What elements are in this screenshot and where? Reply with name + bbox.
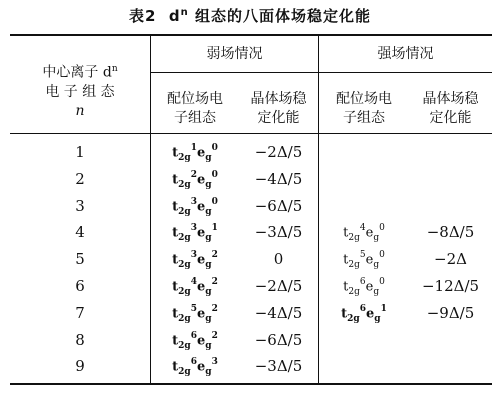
- weak-config-e-sub: g: [205, 152, 212, 163]
- strong-config-e: e: [365, 252, 374, 268]
- bottom-rule: [10, 383, 492, 385]
- weak-config-e: e: [197, 252, 206, 268]
- header-strong-config: [319, 90, 409, 128]
- row-n: 2: [75, 169, 85, 188]
- weak-config-e-count: 2: [211, 330, 218, 341]
- header-weak-cfse-line1: 晶体场稳: [250, 91, 307, 107]
- header-strong-cfse-line2: 定化能: [429, 110, 472, 126]
- header-weak-field: 弱场情况: [206, 46, 263, 62]
- row-n: 8: [75, 330, 85, 349]
- header-config-line1: 中心离子 d: [42, 64, 112, 81]
- strong-config-e-count: 1: [380, 303, 387, 314]
- header-config-line3: n: [75, 102, 85, 119]
- header-strong-config-line1: 配位场电: [336, 91, 392, 107]
- strong-config-e-sub: g: [374, 313, 381, 324]
- header-config: [12, 60, 148, 121]
- weak-config-e-count: 1: [211, 223, 218, 234]
- weak-config-e-sub: g: [205, 367, 212, 378]
- weak-config-e: e: [197, 225, 206, 241]
- weak-config-t-sub: 2g: [178, 206, 191, 217]
- strong-config-t-sub: 2g: [348, 260, 360, 271]
- weak-config-t-sub: 2g: [178, 260, 191, 271]
- weak-config: [151, 224, 239, 243]
- weak-config-t: t: [172, 145, 179, 161]
- divider-mid: [318, 36, 319, 383]
- weak-config: [151, 251, 239, 270]
- header-weak-config-line1: 配位场电: [167, 91, 223, 107]
- header-strong-field: 强场情况: [377, 46, 434, 62]
- weak-cfse: −4Δ/5: [254, 303, 303, 322]
- strong-config: [319, 224, 409, 243]
- header-weak-config: [151, 90, 239, 128]
- weak-config-e-sub: g: [205, 206, 212, 217]
- weak-config-t: t: [172, 252, 179, 268]
- row-n: 4: [75, 223, 85, 242]
- strong-cfse: −12Δ/5: [421, 277, 480, 295]
- weak-config-t-sub: 2g: [178, 152, 191, 163]
- strong-config-t-sub: 2g: [348, 233, 360, 244]
- weak-cfse: −3Δ/5: [254, 357, 303, 376]
- weak-config-e-count: 3: [211, 357, 218, 368]
- weak-config-t-sub: 2g: [178, 340, 191, 351]
- row-n: 7: [75, 303, 85, 322]
- weak-config-t: t: [172, 198, 179, 214]
- weak-config-e-sub: g: [205, 313, 212, 324]
- strong-cfse: −2Δ: [434, 250, 467, 269]
- header-weak-cfse-line2: 定化能: [257, 110, 300, 126]
- weak-config-t-sub: 2g: [178, 179, 191, 190]
- weak-config-e: e: [197, 198, 206, 214]
- weak-config-t-count: 3: [190, 223, 197, 234]
- weak-config-e: e: [197, 279, 206, 295]
- header-config-line2: 电 子 组 态: [45, 83, 115, 100]
- strong-config-e-sub: g: [373, 260, 380, 271]
- weak-config-t-count: 5: [190, 303, 197, 314]
- strong-config-t-count: 6: [359, 303, 366, 314]
- row-n: 1: [75, 143, 85, 161]
- weak-cfse: −2Δ/5: [254, 143, 303, 161]
- weak-config-e-sub: g: [205, 179, 212, 190]
- weak-config-t-sub: 2g: [178, 233, 191, 244]
- row-n: 5: [75, 250, 85, 269]
- weak-config-t-sub: 2g: [178, 367, 191, 378]
- strong-config-t: t: [343, 279, 349, 295]
- caption-text: 组态的八面体场稳定化能: [194, 7, 371, 25]
- weak-config: [151, 305, 239, 324]
- weak-config-e-count: 2: [211, 277, 218, 287]
- strong-config-e-count: 0: [379, 223, 385, 234]
- weak-config-t-count: 3: [190, 196, 197, 207]
- strong-cfse: −8Δ/5: [426, 223, 475, 242]
- strong-config-t-count: 5: [359, 250, 366, 261]
- weak-config-e: e: [197, 306, 206, 322]
- caption-label: 表2: [128, 7, 157, 25]
- weak-cfse: −6Δ/5: [254, 330, 303, 349]
- weak-cfse: −3Δ/5: [254, 223, 303, 242]
- header-strong-cfse: [409, 90, 492, 128]
- strong-config-e: e: [365, 225, 374, 241]
- strong-config-e-count: 0: [379, 250, 385, 261]
- header-strong-config-line2: 子组态: [343, 110, 385, 126]
- weak-config-t-count: 6: [190, 357, 197, 368]
- header-weak-cfse: [239, 90, 318, 128]
- top-rule: [10, 34, 492, 36]
- weak-config-e-count: 2: [211, 303, 218, 314]
- weak-config: [151, 171, 239, 190]
- strong-config-e: e: [365, 279, 374, 295]
- weak-config-t: t: [172, 306, 179, 322]
- weak-config-e: e: [197, 145, 206, 161]
- weak-cfse: −2Δ/5: [254, 277, 303, 295]
- strong-config-t: t: [341, 306, 348, 322]
- header-weak-config-line2: 子组态: [174, 110, 216, 126]
- strong-config-t: t: [343, 225, 349, 241]
- strong-config-t-sub: 2g: [347, 313, 360, 324]
- weak-cfse: −4Δ/5: [254, 169, 303, 188]
- weak-config-e-sub: g: [205, 340, 212, 351]
- caption-d: d: [168, 7, 181, 25]
- header-config-sup: n: [111, 64, 118, 74]
- strong-config: [319, 278, 409, 297]
- weak-cfse: 0: [273, 250, 284, 269]
- strong-config-e: e: [366, 306, 375, 322]
- weak-config-t: t: [172, 225, 179, 241]
- weak-config-t-count: 4: [190, 277, 197, 287]
- weak-config-e-count: 0: [211, 196, 218, 207]
- table-caption: [0, 5, 500, 26]
- weak-config-e-count: 0: [211, 143, 218, 153]
- weak-config-t-count: 2: [190, 169, 197, 180]
- strong-cfse: −9Δ/5: [426, 303, 475, 322]
- weak-config-t: t: [172, 359, 179, 375]
- weak-config-t-count: 3: [190, 250, 197, 261]
- weak-config: [151, 278, 239, 297]
- weak-config-t: t: [172, 172, 179, 188]
- row-n: 3: [75, 196, 85, 215]
- caption-sup: n: [180, 7, 189, 18]
- weak-config: [151, 358, 239, 377]
- weak-config-t-sub: 2g: [178, 286, 191, 297]
- weak-config-t: t: [172, 279, 179, 295]
- strong-config-t: t: [343, 252, 349, 268]
- weak-config-e: e: [197, 359, 206, 375]
- weak-config-t: t: [172, 332, 179, 348]
- weak-config-e-count: 2: [211, 250, 218, 261]
- strong-config-e-sub: g: [373, 286, 380, 297]
- row-n: 9: [75, 357, 85, 376]
- strong-config-t-sub: 2g: [348, 286, 360, 297]
- strong-config-e-sub: g: [373, 233, 380, 244]
- strong-config-t-count: 6: [359, 277, 366, 287]
- weak-config: [151, 198, 239, 217]
- header-rule: [10, 133, 492, 134]
- weak-config-t-count: 1: [190, 143, 197, 153]
- strong-config: [319, 251, 409, 270]
- row-n: 6: [75, 277, 85, 295]
- weak-config-e-sub: g: [205, 233, 212, 244]
- weak-config: [151, 144, 239, 163]
- weak-config-e-sub: g: [205, 286, 212, 297]
- weak-cfse: −6Δ/5: [254, 196, 303, 215]
- weak-config-e: e: [197, 332, 206, 348]
- strong-config-t-count: 4: [359, 223, 366, 234]
- weak-config-e-count: 0: [211, 169, 218, 180]
- weak-config: [151, 332, 239, 351]
- weak-config-e-sub: g: [205, 260, 212, 271]
- group-rule: [150, 72, 492, 73]
- weak-config-t-sub: 2g: [178, 313, 191, 324]
- strong-config: [319, 305, 409, 324]
- weak-config-t-count: 6: [190, 330, 197, 341]
- header-strong-cfse-line1: 晶体场稳: [422, 91, 479, 107]
- strong-config-e-count: 0: [379, 277, 385, 287]
- weak-config-e: e: [197, 172, 206, 188]
